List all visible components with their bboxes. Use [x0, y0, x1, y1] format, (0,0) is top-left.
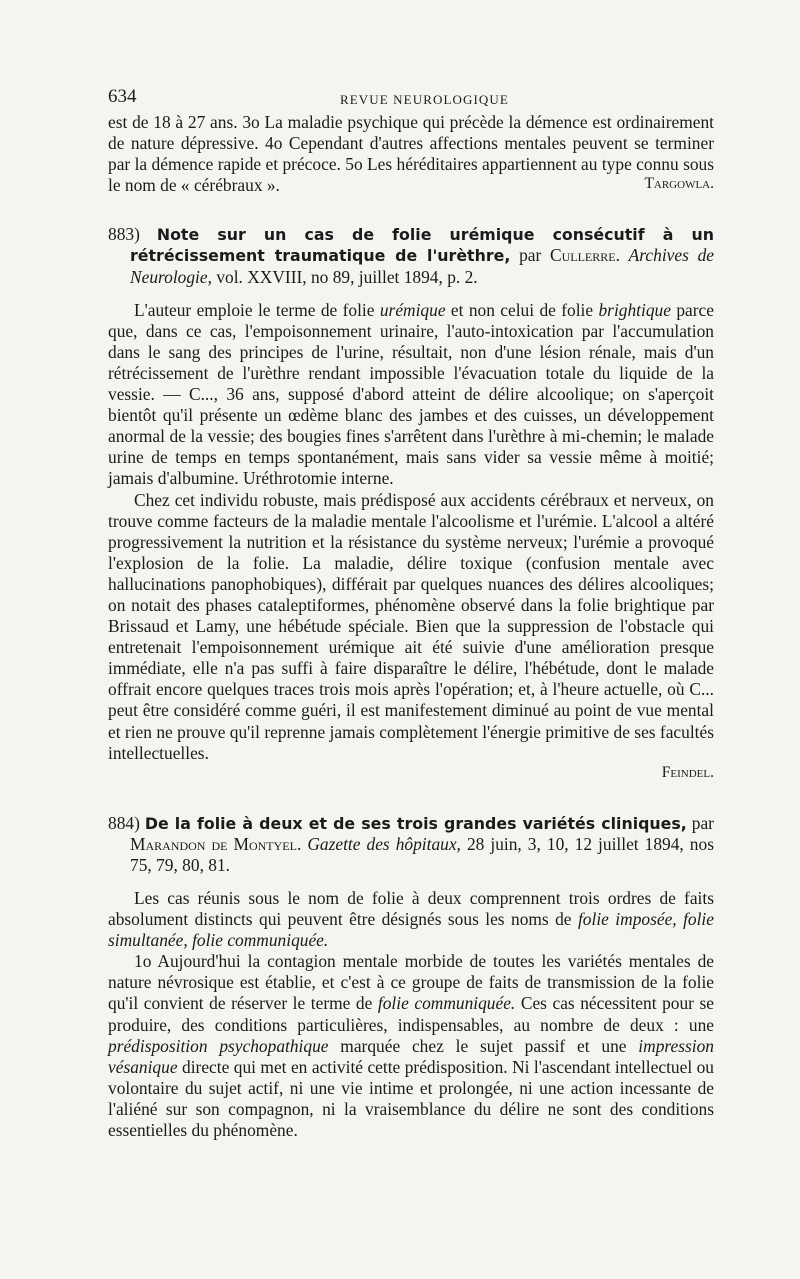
entry-884-journal: Gazette des hôpitaux,: [307, 833, 461, 854]
term-brightique: brightique: [598, 299, 671, 320]
entry-883-signature: Feindel.: [661, 763, 714, 781]
entry-883-number: 883): [108, 224, 140, 245]
term-folie-communiquee: folie communiquée.: [192, 930, 329, 951]
page-number: 634: [108, 86, 137, 107]
entry-884-paragraph-2: [108, 951, 714, 1141]
term-predisposition: prédisposition psychopathique: [108, 1035, 329, 1056]
entry-884-author: Marandon de Montyel.: [130, 833, 302, 854]
previous-entry-text: est de 18 à 27 ans. 3o La maladie psychique qui précède la démence est ordinairement de nature dépressive. 4o Cependant d'autres affections mentales peuvent se terminer par la démence rapide et précoce. 5o Les héréditaires appartiennent au type connu sous le nom de « cérébraux ».: [108, 112, 714, 196]
text-run: directe qui met en activité cette prédisposition. Ni l'ascendant intellectuel ou volontaire du sujet actif, ni une vie intime et prolongée, ni une action incessante de l'aliéné sur son compagnon, ni la vraisemblance du délire ne sont des conditions essentielles du phénomène.: [108, 1056, 714, 1141]
entry-884-heading: [108, 813, 714, 876]
entry-883-journal: Archives de Neurologie,: [130, 245, 714, 287]
entry-883-heading: [108, 224, 714, 287]
term-impression-vesanique: impression vésanique: [108, 1035, 714, 1077]
term-folie-imposee: folie imposée,: [577, 909, 677, 930]
text-run: Les cas réunis sous le nom de folie à deux comprennent trois ordres de faits absolument distincts qui peuvent être désignés sous les noms de: [108, 888, 714, 930]
text-run: et non celui de folie: [450, 299, 594, 320]
term-folie-communiquee: folie communiquée.: [377, 993, 516, 1014]
page-header: [108, 86, 714, 112]
entry-884-citation: 28 juin, 3, 10, 12 juillet 1894, nos 75, 79, 80, 81.: [130, 833, 714, 875]
text-run: parce que, dans ce cas, l'empoisonnement urinaire, l'auto-intoxication par l'accumulation dans le sang des principes de l'urine, résultait, non d'une lésion rénale, mais d'un rétrécissement de l'urèthre rendant impossible l'évacuation totale du liquide de la vessie. — C..., 36 ans, supposé d'abord atteint de délire alcoolique; on s'aperçoit bientôt qu'il présente un œdème blanc des jambes et des cuisses, un développement anormal de la vessie; des bougies fines s'arrêtent dans l'urèthre à mi-chemin; le malade urine de temps en temps spontanément, mais sans vider sa vessie même à moitié; jamais d'albumine. Uréthrotomie interne.: [108, 299, 714, 489]
running-title: REVUE NEUROLOGIQUE: [340, 92, 509, 107]
entry-884-paragraph-1: [108, 888, 714, 951]
text-run: 1o Aujourd'hui la contagion mentale morbide de toutes les variétés mentales de nature névrosique est établie, et c'est à ce groupe de faits de transmission de la folie qu'il convient de réserver le terme de: [108, 951, 714, 1014]
entry-883-by: par: [519, 245, 542, 266]
entry-883-paragraph-1: [108, 300, 714, 490]
entry-883-citation: vol. XXVIII, no 89, juillet 1894, p. 2.: [216, 266, 478, 287]
entry-883-author: Cullerre.: [550, 245, 620, 266]
entry-884-title: De la folie à deux et de ses trois grandes variétés cliniques,: [144, 813, 687, 833]
entry-883-paragraph-2: Chez cet individu robuste, mais prédisposé aux accidents cérébraux et nerveux, on trouve comme facteurs de la maladie mentale l'alcoolisme et l'urémie. L'alcool a altéré progressivement la nutrition et la résistance du système nerveux; l'urémie a provoqué l'explosion de la folie. La maladie, délire toxique (confusion mentale avec hallucinations panophobiques), différait par quelques nuances des délires alcooliques; on notait des phases cataleptiformes, phénomène observé dans la folie brightique par Brissaud et Lamy, une hébétude spéciale. Bien que la suppression de l'obstacle qui entretenait l'empoisonnement urémique ait été suivie d'une amélioration presque immédiate, elle n'a pas suffi à faire disparaître le délire, l'hébétude, dont le malade offrait encore quelques traces trois mois après l'opération; et, à l'heure actuelle, où C... peut être considéré comme guéri, il est manifestement diminué au point de vue mental et rien ne prouve qu'il reprenne jamais complètement l'énergie primitive de ses facultés intellectuelles.: [108, 489, 714, 763]
text-run: L'auteur emploie le terme de folie: [134, 299, 375, 320]
entry-884-number: 884): [108, 812, 140, 833]
entry-883-title: Note sur un cas de folie urémique consécutif à un rétrécissement traumatique de l'urèthre,: [130, 225, 714, 266]
term-uremique: urémique: [379, 299, 446, 320]
text-run: Ces cas nécessitent pour se produire, des conditions particulières, indispensables, au nombre de deux : une: [108, 993, 714, 1035]
previous-entry-signature: Targowla.: [644, 175, 714, 193]
term-folie-simultanee: folie simultanée,: [108, 909, 714, 951]
entry-884-by: par: [691, 812, 714, 833]
text-run: marquée chez le sujet passif et une: [340, 1035, 627, 1056]
